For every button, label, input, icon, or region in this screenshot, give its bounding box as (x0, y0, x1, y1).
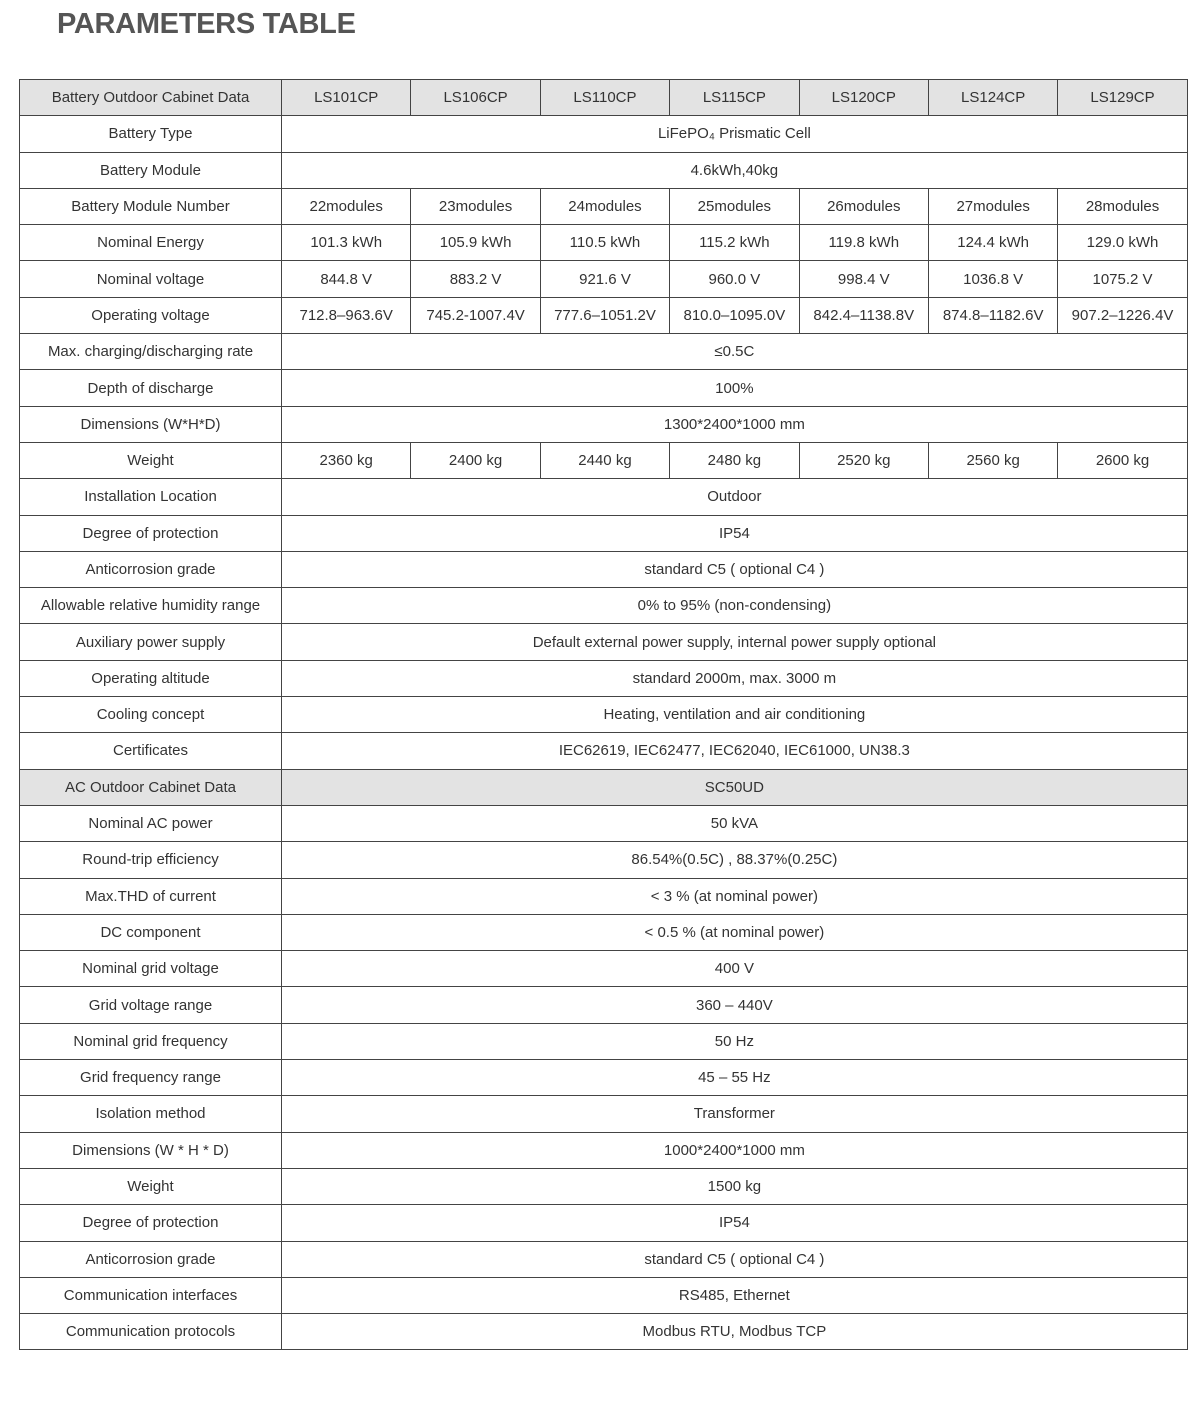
row-value: 777.6–1051.2V (540, 297, 669, 333)
row-value: LiFePO₄ Prismatic Cell (282, 116, 1188, 152)
row-value: 26modules (799, 188, 928, 224)
row-value: 360 – 440V (282, 987, 1188, 1023)
row-label: Anticorrosion grade (20, 1241, 282, 1277)
table-row (20, 987, 1188, 1023)
row-value: 50 kVA (282, 805, 1188, 841)
row-value: Transformer (282, 1096, 1188, 1132)
row-value: IP54 (282, 515, 1188, 551)
row-value: 119.8 kWh (799, 225, 928, 261)
row-label: Certificates (20, 733, 282, 769)
row-value: 45 – 55 Hz (282, 1060, 1188, 1096)
row-label: Nominal grid frequency (20, 1023, 282, 1059)
row-label: Cooling concept (20, 697, 282, 733)
row-value: RS485, Ethernet (282, 1277, 1188, 1313)
row-value: standard 2000m, max. 3000 m (282, 660, 1188, 696)
row-value: 50 Hz (282, 1023, 1188, 1059)
row-value: 86.54%(0.5C) , 88.37%(0.25C) (282, 842, 1188, 878)
model-header-cell: LS129CP (1058, 80, 1187, 116)
row-value: 2440 kg (540, 442, 669, 478)
row-value: 1300*2400*1000 mm (282, 406, 1188, 442)
table-row (20, 588, 1188, 624)
row-value: 2520 kg (799, 442, 928, 478)
row-label: Depth of discharge (20, 370, 282, 406)
row-label: Auxiliary power supply (20, 624, 282, 660)
row-label: Installation Location (20, 479, 282, 515)
table-row (20, 1096, 1188, 1132)
row-value: 844.8 V (282, 261, 411, 297)
row-value: 712.8–963.6V (282, 297, 411, 333)
row-value: 2600 kg (1058, 442, 1187, 478)
row-label: Nominal grid voltage (20, 951, 282, 987)
row-value: 960.0 V (670, 261, 799, 297)
page-title: PARAMETERS TABLE (57, 8, 356, 40)
row-value: 4.6kWh,40kg (282, 152, 1188, 188)
table-row (20, 406, 1188, 442)
ac-header-row (20, 769, 1188, 805)
row-value: 129.0 kWh (1058, 225, 1187, 261)
row-label: DC component (20, 914, 282, 950)
row-value: ≤0.5C (282, 334, 1188, 370)
row-value: 2400 kg (411, 442, 540, 478)
row-value: 921.6 V (540, 261, 669, 297)
row-value: 998.4 V (799, 261, 928, 297)
row-value: 1000*2400*1000 mm (282, 1132, 1188, 1168)
table-row (20, 297, 1188, 333)
row-label: Nominal voltage (20, 261, 282, 297)
row-value: Default external power supply, internal power supply optional (282, 624, 1188, 660)
row-value: 23modules (411, 188, 540, 224)
row-value: IP54 (282, 1205, 1188, 1241)
table-row (20, 225, 1188, 261)
table-row (20, 733, 1188, 769)
row-label: Operating voltage (20, 297, 282, 333)
table-row (20, 914, 1188, 950)
row-value: 2360 kg (282, 442, 411, 478)
parameters-table (19, 79, 1188, 1350)
table-row (20, 1023, 1188, 1059)
model-header-cell: LS101CP (282, 80, 411, 116)
row-label: Nominal AC power (20, 805, 282, 841)
row-label: Battery Type (20, 116, 282, 152)
row-value: 124.4 kWh (928, 225, 1057, 261)
row-value: 0% to 95% (non-condensing) (282, 588, 1188, 624)
row-value: 105.9 kWh (411, 225, 540, 261)
table-row (20, 951, 1188, 987)
row-value: 115.2 kWh (670, 225, 799, 261)
table-row (20, 116, 1188, 152)
table-row (20, 624, 1188, 660)
row-value: Heating, ventilation and air conditioning (282, 697, 1188, 733)
row-value: < 0.5 % (at nominal power) (282, 914, 1188, 950)
row-value: 2480 kg (670, 442, 799, 478)
row-value: 907.2–1226.4V (1058, 297, 1187, 333)
row-label: Max. charging/discharging rate (20, 334, 282, 370)
table-row (20, 152, 1188, 188)
table-row (20, 551, 1188, 587)
row-label: Degree of protection (20, 1205, 282, 1241)
model-header-cell: LS106CP (411, 80, 540, 116)
row-label: Round-trip efficiency (20, 842, 282, 878)
row-value: standard C5 ( optional C4 ) (282, 1241, 1188, 1277)
row-value: 2560 kg (928, 442, 1057, 478)
table-row (20, 1241, 1188, 1277)
table-row (20, 261, 1188, 297)
table-row (20, 334, 1188, 370)
table-row (20, 442, 1188, 478)
row-value: 874.8–1182.6V (928, 297, 1057, 333)
model-header-cell: LS115CP (670, 80, 799, 116)
table-row (20, 479, 1188, 515)
row-value: < 3 % (at nominal power) (282, 878, 1188, 914)
row-label: Weight (20, 1168, 282, 1204)
model-header-cell: LS124CP (928, 80, 1057, 116)
parameters-table-body (20, 80, 1188, 1350)
model-header-cell: LS120CP (799, 80, 928, 116)
row-value: Modbus RTU, Modbus TCP (282, 1314, 1188, 1350)
row-value: 24modules (540, 188, 669, 224)
row-label: Dimensions (W*H*D) (20, 406, 282, 442)
table-row (20, 1060, 1188, 1096)
ac-header-label: AC Outdoor Cabinet Data (20, 769, 282, 805)
model-header-cell: LS110CP (540, 80, 669, 116)
row-value: Outdoor (282, 479, 1188, 515)
row-value: 22modules (282, 188, 411, 224)
row-label: Communication protocols (20, 1314, 282, 1350)
row-value: 1500 kg (282, 1168, 1188, 1204)
row-value: 842.4–1138.8V (799, 297, 928, 333)
table-row (20, 660, 1188, 696)
table-row (20, 1168, 1188, 1204)
row-value: 745.2-1007.4V (411, 297, 540, 333)
row-value: 1075.2 V (1058, 261, 1187, 297)
table-row (20, 1277, 1188, 1313)
row-label: Grid voltage range (20, 987, 282, 1023)
table-row (20, 370, 1188, 406)
table-row (20, 188, 1188, 224)
row-label: Weight (20, 442, 282, 478)
row-value: standard C5 ( optional C4 ) (282, 551, 1188, 587)
row-value: 400 V (282, 951, 1188, 987)
table-row (20, 697, 1188, 733)
table-row (20, 878, 1188, 914)
row-value: 27modules (928, 188, 1057, 224)
row-label: Dimensions (W * H * D) (20, 1132, 282, 1168)
ac-model-header-cell: SC50UD (282, 769, 1188, 805)
row-value: 1036.8 V (928, 261, 1057, 297)
row-label: Nominal Energy (20, 225, 282, 261)
row-label: Operating altitude (20, 660, 282, 696)
row-value: 100% (282, 370, 1188, 406)
table-row (20, 1205, 1188, 1241)
battery-header-label: Battery Outdoor Cabinet Data (20, 80, 282, 116)
row-label: Communication interfaces (20, 1277, 282, 1313)
table-row (20, 515, 1188, 551)
row-label: Degree of protection (20, 515, 282, 551)
row-label: Isolation method (20, 1096, 282, 1132)
row-value: IEC62619, IEC62477, IEC62040, IEC61000, UN38.3 (282, 733, 1188, 769)
row-label: Battery Module Number (20, 188, 282, 224)
row-value: 101.3 kWh (282, 225, 411, 261)
battery-header-row (20, 80, 1188, 116)
row-label: Grid frequency range (20, 1060, 282, 1096)
row-label: Battery Module (20, 152, 282, 188)
row-value: 810.0–1095.0V (670, 297, 799, 333)
row-label: Max.THD of current (20, 878, 282, 914)
row-label: Allowable relative humidity range (20, 588, 282, 624)
table-row (20, 1314, 1188, 1350)
row-value: 28modules (1058, 188, 1187, 224)
row-value: 883.2 V (411, 261, 540, 297)
table-row (20, 1132, 1188, 1168)
row-value: 25modules (670, 188, 799, 224)
row-value: 110.5 kWh (540, 225, 669, 261)
table-row (20, 805, 1188, 841)
row-label: Anticorrosion grade (20, 551, 282, 587)
table-row (20, 842, 1188, 878)
